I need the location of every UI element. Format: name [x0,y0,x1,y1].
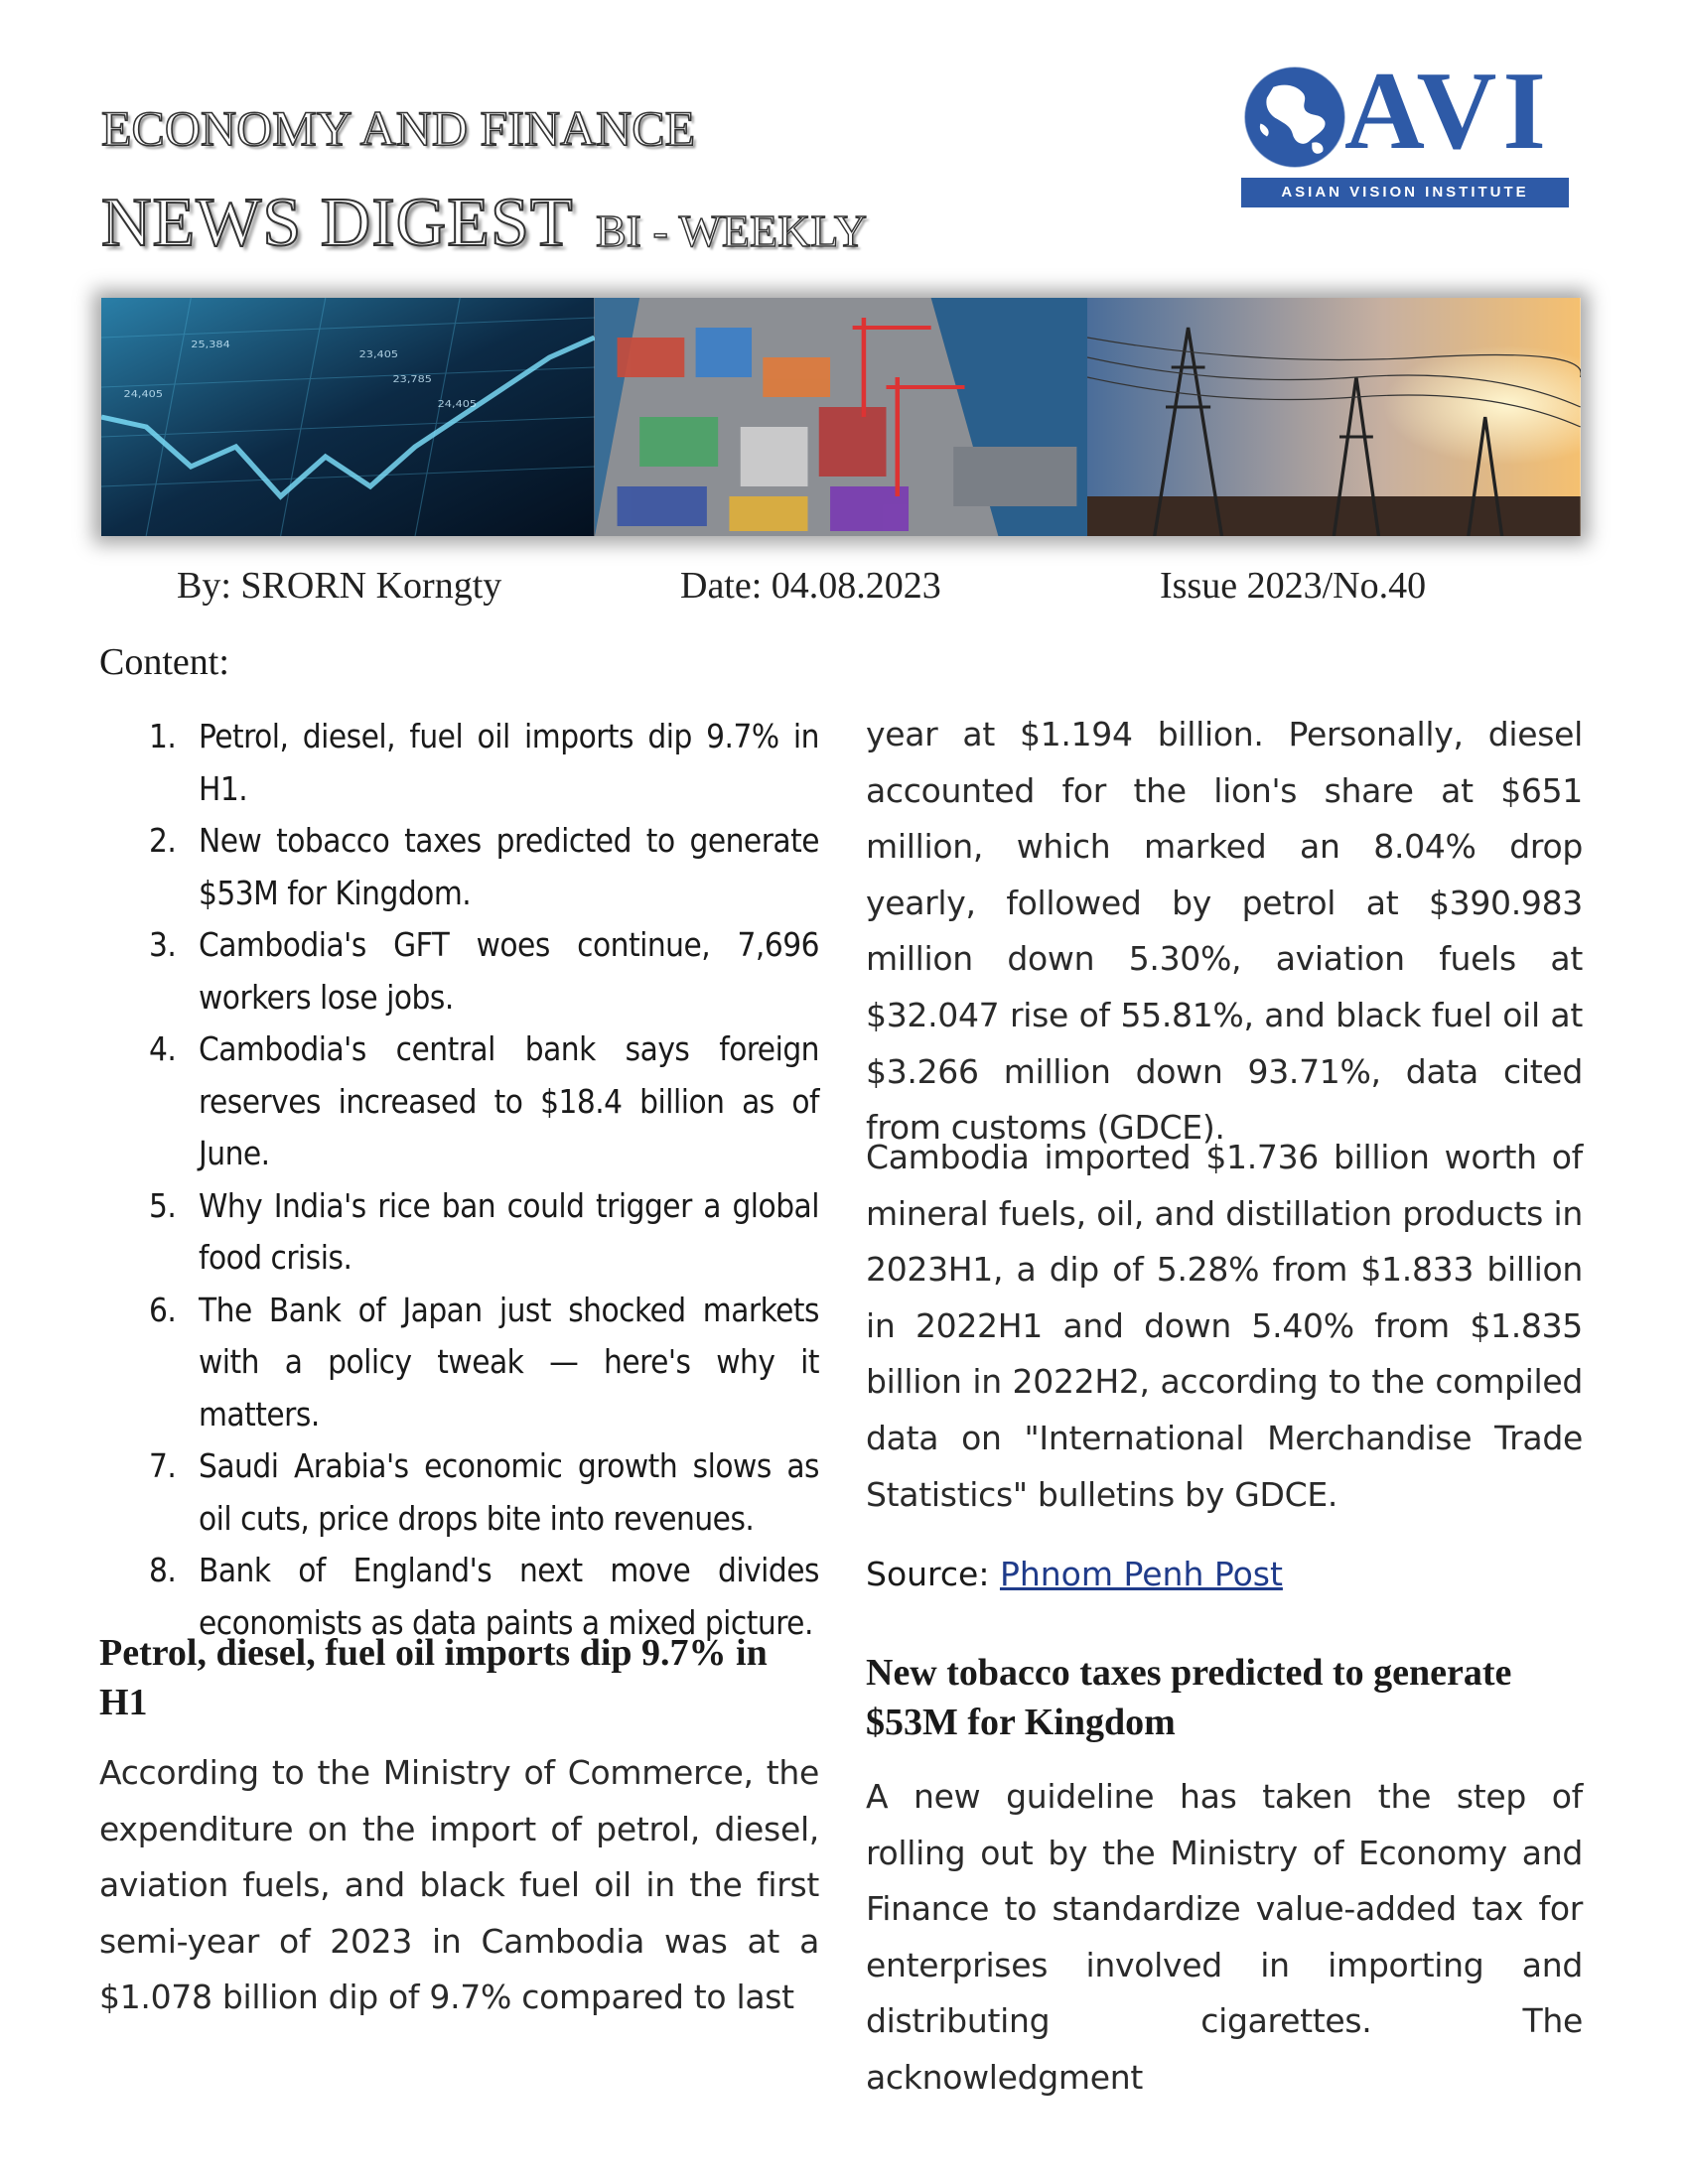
toc-item[interactable]: 6. The Bank of Japan just shocked markets with a policy tweak — here's why it matters. [149,1290,819,1433]
table-of-contents [99,711,819,1649]
toc-item[interactable]: 8. Bank of England's next move divides economists as data paints a mixed picture. [149,1551,819,1642]
author: By: SRORN Korngty [177,565,502,607]
article-heading: New tobacco taxes predicted to generate $53M for Kingdom [866,1652,1512,1743]
container-port-image [595,298,1088,536]
toc-item[interactable]: 2. New tobacco taxes predicted to generate $53M for Kingdom. [149,821,819,912]
logo-wordmark: AVI [1344,50,1552,173]
avi-logo [1241,50,1569,210]
article-paragraph: year at $1.194 billion. Personally, diesel accounted for the lion's share at $651 million, which marked an 8.04% drop yearly, followed by petrol at $390.983 million down 5.30%, aviation fuels at $32.047 rise of 55.81%, and black fuel oil at $3.266 million down 93.71%, data cited from customs (GDCE). [866,715,1583,1148]
header-banner [101,298,1581,536]
toc-item[interactable]: 5. Why India's rice ban could trigger a global food crisis. [149,1185,819,1277]
logo-tagline: ASIAN VISION INSTITUTE [1241,178,1569,207]
svg-text:24,405: 24,405 [123,387,164,400]
article-source [866,1555,1583,1593]
globe-icon [1241,64,1348,171]
power-lines-image [1087,298,1581,536]
source-label: Source: [866,1555,1000,1593]
svg-text:23,785: 23,785 [392,372,432,385]
article-paragraph: According to the Ministry of Commerce, the expenditure on the import of petrol, diesel, aviation fuels, and black fuel oil in the first semi-year of 2023 in Cambodia was at a $1.078 billion dip of 9.7% compared to last [99,1753,819,2017]
article-paragraph: A new guideline has taken the step of rolling out by the Ministry of Economy and Finance to standardize value-added tax for enterprises involved in importing and distributing cigarettes. The acknowledgment [866,1777,1583,2097]
section-title: ECONOMY AND FINANCE [101,100,696,156]
publication-title: NEWS DIGEST [101,185,574,261]
toc-item[interactable]: 7. Saudi Arabia's economic growth slows as oil cuts, price drops bite into revenues. [149,1446,819,1538]
toc-item[interactable]: 1. Petrol, diesel, fuel oil imports dip 9.7% in H1. [149,717,819,808]
svg-text:23,405: 23,405 [358,347,399,360]
publication-frequency: BI - WEEKLY [596,205,868,256]
source-link[interactable]: Phnom Penh Post [999,1555,1283,1593]
article-heading: Petrol, diesel, fuel oil imports dip 9.7% in H1 [99,1632,768,1723]
svg-text:25,384: 25,384 [191,338,230,350]
toc-item[interactable]: 4. Cambodia's central bank says foreign reserves increased to $18.4 billion as of June. [149,1029,819,1172]
issue-number: Issue 2023/No.40 [1160,565,1427,607]
contents-heading: Content: [99,641,229,683]
issue-date: Date: 04.08.2023 [680,565,941,607]
article-paragraph: Cambodia imported $1.736 billion worth of mineral fuels, oil, and distillation products in 2023H1, a dip of 5.28% from $1.833 billion in 2022H1 and down 5.40% from $1.835 billion in 2022H2, according to the compiled data on "International Merchandise Trade Statistics" bulletins by GDCE. [866,1138,1583,1514]
svg-text:24,405: 24,405 [437,397,478,410]
toc-item[interactable]: 3. Cambodia's GFT woes continue, 7,696 workers lose jobs. [149,925,819,1017]
stock-chart-image [101,298,595,536]
